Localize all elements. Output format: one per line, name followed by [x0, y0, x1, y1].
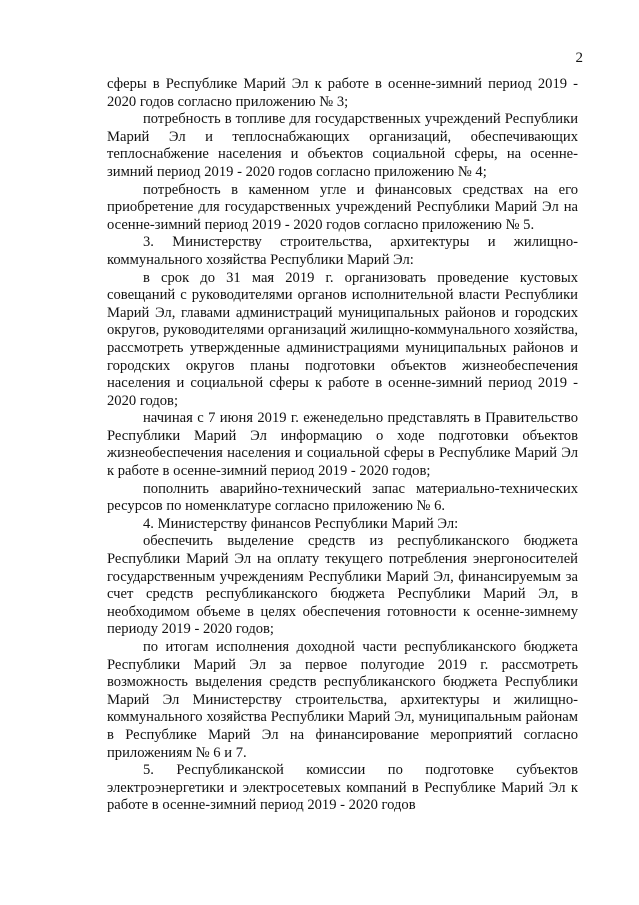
paragraph-8: 4. Министерству финансов Республики Марий Эл: — [143, 515, 459, 532]
paragraph-5: в срок до 31 мая 2019 г. организовать проведение кустовых совещаний с руководителями органов исполнительной власти Республики Марий Эл, главами администраций муниципальных районов и городских округов, руководителями организаций жилищно-коммунального хозяйства, рассмотреть утвержденные администрациями муниципальных районов и городских округов планы подготовки объектов жизнеобеспечения населения и социальной сферы к работе в осенне-зимний период 2019 - 2020 годов; — [107, 269, 578, 409]
paragraph-7: пополнить аварийно-технический запас материально-технических ресурсов по номенклатуре согласно приложению № 6. — [107, 480, 578, 515]
page-number: 2 — [575, 50, 583, 66]
paragraph-2: потребность в топливе для государственных учреждений Республики Марий Эл и теплоснабжающих организаций, обеспечивающих теплоснабжение населения и объектов социальной сферы, на осенне-зимний период 2019 - 2020 годов согласно приложению № 4; — [107, 111, 578, 180]
paragraph-1: сферы в Республике Марий Эл к работе в осенне-зимний период 2019 - 2020 годов согласно приложению № 3; — [107, 76, 578, 110]
paragraph-6: начиная с 7 июня 2019 г. еженедельно представлять в Правительство Республики Марий Эл информацию о ходе подготовки объектов жизнеобеспечения населения и социальной сферы в Республике Марий Эл к работе в осенне-зимний период 2019 - 2020 годов; — [107, 410, 578, 480]
paragraph-11: 5. Республиканской комиссии по подготовке субъектов электроэнергетики и электросетевых компаний в Республике Марий Эл к работе в осенне-зимний период 2019 - 2020 годов — [107, 762, 578, 814]
paragraph-4: 3. Министерству строительства, архитектуры и жилищно-коммунального хозяйства Республики Марий Эл: — [107, 234, 578, 268]
paragraph-3: потребность в каменном угле и финансовых средствах на его приобретение для государственных учреждений Республики Марий Эл на осенне-зимний период 2019 - 2020 годов согласно приложению № 5. — [107, 181, 578, 233]
paragraph-9: обеспечить выделение средств из республиканского бюджета Республики Марий Эл на оплату текущего потребления энергоносителей государственным учреждениям Республики Марий Эл, финансируемым за счет средств республиканского бюджета Республики Марий Эл, в необходимом объеме в целях обеспечения готовности к осенне-зимнему периоду 2019 - 2020 годов; — [107, 533, 578, 638]
document-body — [107, 76, 578, 815]
paragraph-10: по итогам исполнения доходной части республиканского бюджета Республики Марий Эл за первое полугодие 2019 г. рассмотреть возможность выделения средств республиканского бюджета Республики Марий Эл Министерству строительства, архитектуры и жилищно-коммунального хозяйства Республики Марий Эл, муниципальным районам в Республике Марий Эл на финансирование мероприятий согласно приложениям № 6 и 7. — [107, 639, 578, 761]
